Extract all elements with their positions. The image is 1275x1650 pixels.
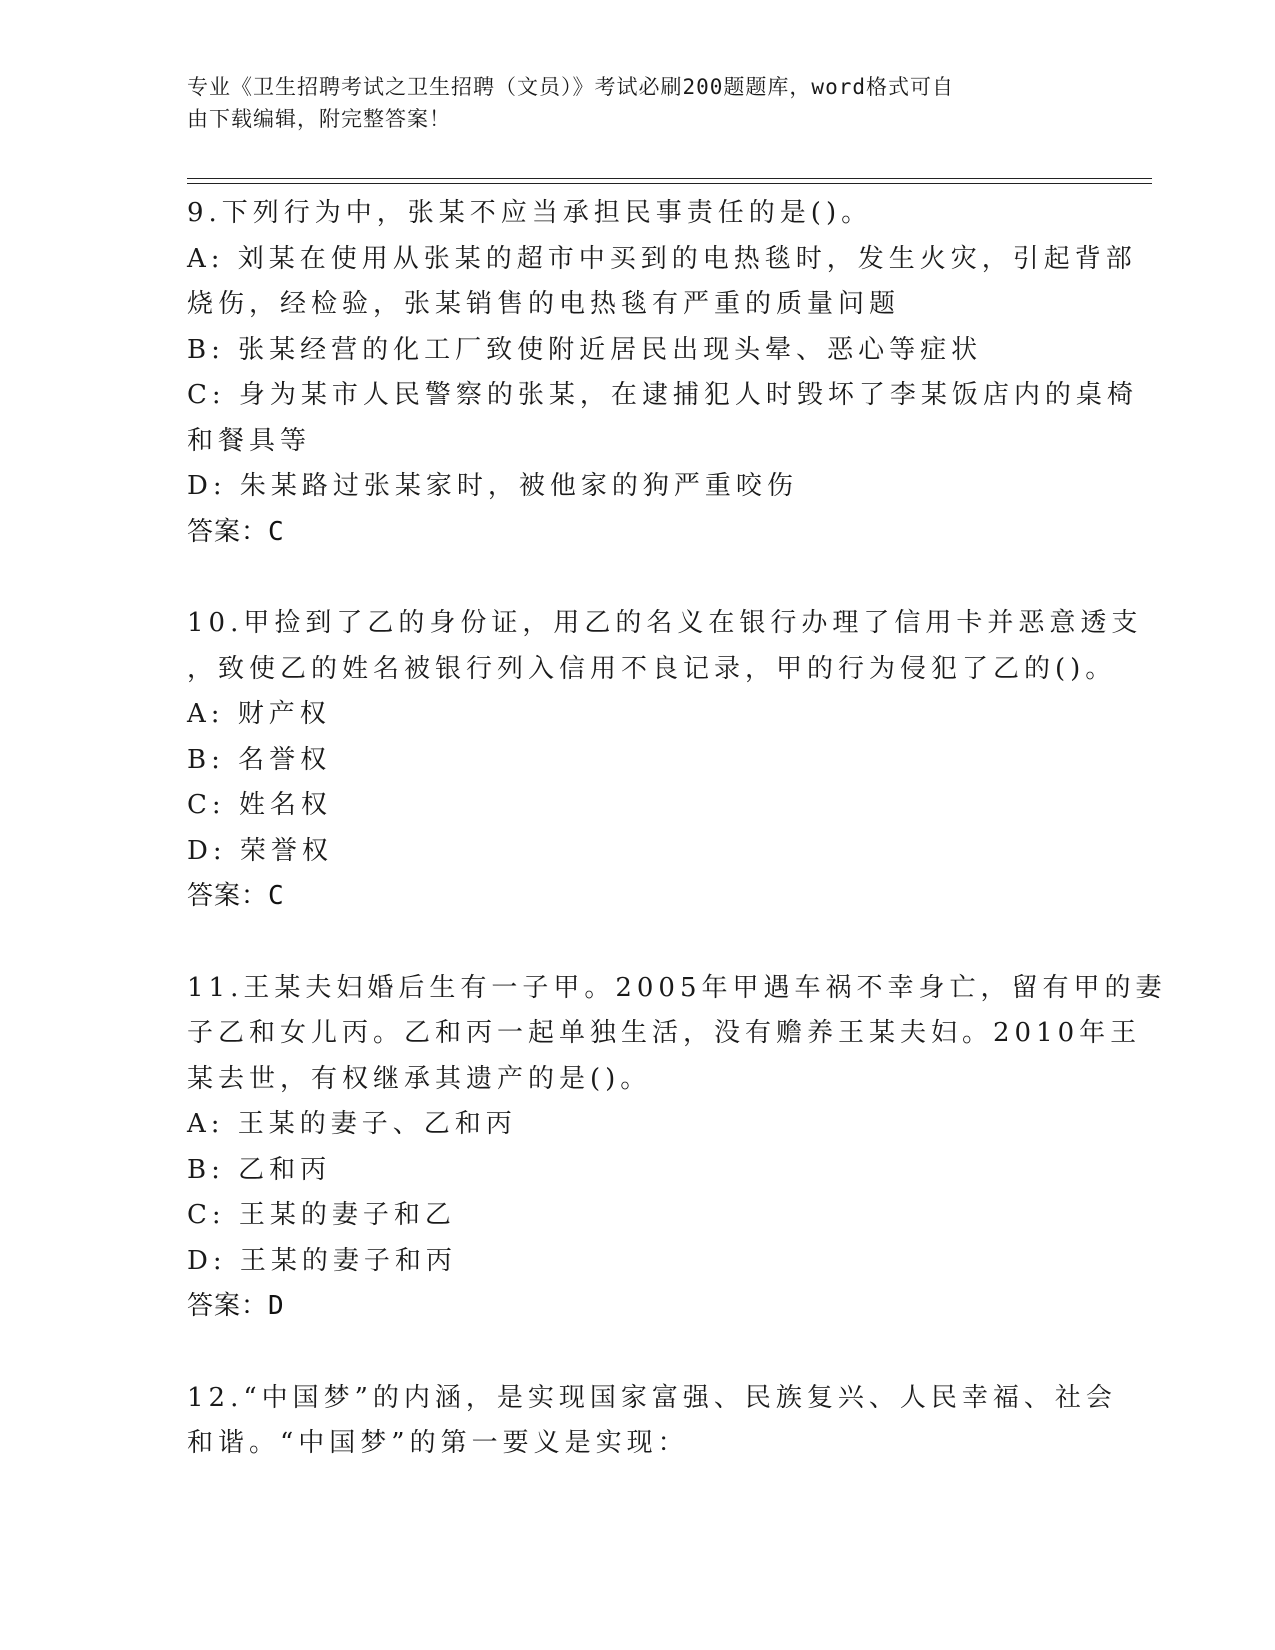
question-option: C: 姓名权 [187,790,332,820]
answer-line [187,1284,1087,1330]
question-option: A: 财产权 [187,699,331,729]
answer-value: D [268,1291,285,1321]
answer-line [187,874,1087,920]
question-option: A: 王某的妻子、乙和丙 [187,1109,517,1139]
header-line: 专业《卫生招聘考试之卫生招聘（文员）》考试必刷200题题库，word格式可自 [187,75,954,99]
header-line: 由下载编辑，附完整答案！ [187,107,451,131]
question-option: D: 王某的妻子和丙 [187,1245,457,1276]
question-stem: 9.下列行为中，张某不应当承担民事责任的是()。 [187,198,873,228]
header-divider [187,178,1152,179]
answer-label: 答案： [187,516,269,547]
question-list [187,191,1167,1513]
answer-label: 答案： [187,881,269,911]
question-option: A: 刘某在使用从张某的超市中买到的电热毯时，发生火灾，引起背部 [187,243,1137,274]
question-stem: 子乙和女儿丙。乙和丙一起单独生活，没有赡养王某夫妇。2010年王 [187,1018,1142,1048]
question-stem: 和谐。“中国梦”的第一要义是实现： [187,1428,689,1458]
question-option: D: 朱某路过张某家时，被他家的狗严重咬伤 [187,471,798,501]
answer-line [187,510,1087,556]
question-option: C: 王某的妻子和乙 [187,1200,456,1230]
question-option: B: 张某经营的化工厂致使附近居民出现头晕、恶心等症状 [187,334,983,365]
question-item [187,966,1167,1330]
question-item [187,191,1138,555]
question-item [187,601,1143,920]
question-stem: 12.“中国梦”的内涵，是实现国家富强、民族复兴、人民幸福、社会 [187,1382,1117,1413]
question-option: C: 身为某市人民警察的张某，在逮捕犯人时毁坏了李某饭店内的桌椅 [187,380,1138,410]
question-stem: 10.甲捡到了乙的身份证，用乙的名义在银行办理了信用卡并恶意透支 [187,608,1143,638]
question-stem: 某去世，有权继承其遗产的是()。 [187,1063,652,1094]
answer-label: 答案： [187,1291,269,1321]
question-option: 烧伤，经检验，张某销售的电热毯有严重的质量问题 [187,289,901,319]
answer-value: C [268,881,285,911]
question-option: D: 荣誉权 [187,835,333,866]
question-stem: 11.王某夫妇婚后生有一子甲。2005年甲遇车祸不幸身亡，留有甲的妻 [187,972,1167,1003]
header-divider [187,183,1152,184]
question-stem: ，致使乙的姓名被银行列入信用不良记录，甲的行为侵犯了乙的()。 [187,653,1117,684]
document-header [187,71,1087,135]
answer-value: C [268,516,285,547]
question-item [187,1376,1117,1467]
question-option: B: 乙和丙 [187,1154,332,1185]
question-option: B: 名誉权 [187,744,332,775]
question-option: 和餐具等 [187,425,312,456]
